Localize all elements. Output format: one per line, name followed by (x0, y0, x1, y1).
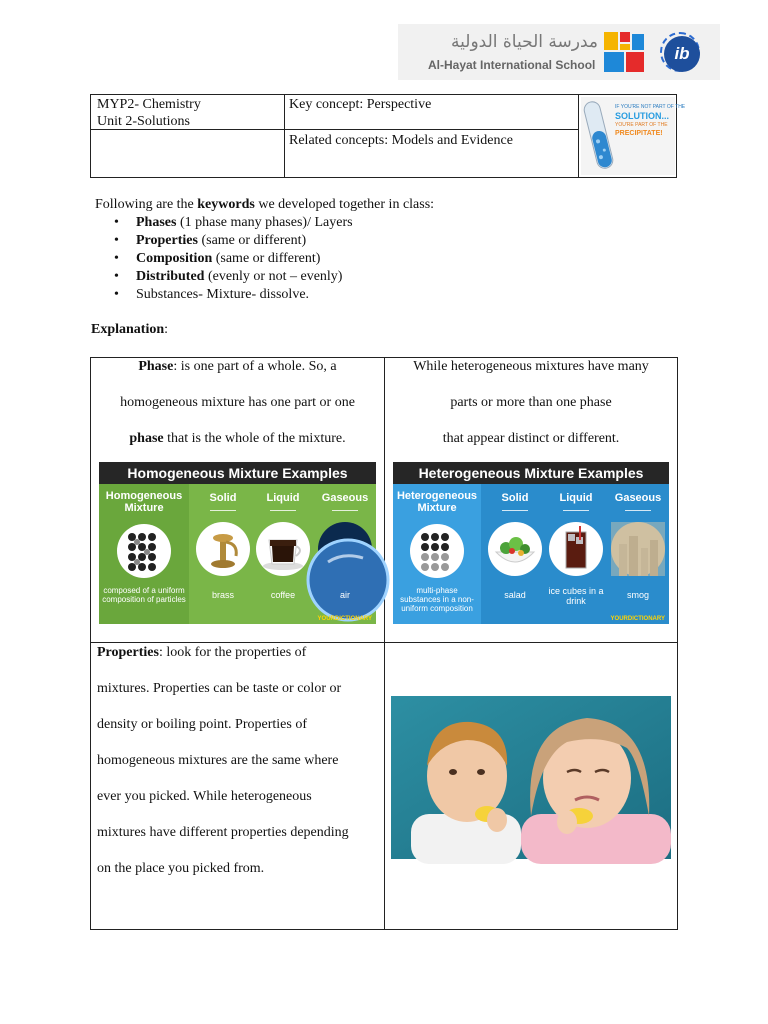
keyword-item: • Distributed (evenly or not – evenly) (114, 269, 343, 284)
air-image (318, 522, 372, 576)
homogeneous-col-gaseous: Gaseous (321, 492, 369, 504)
heterogeneous-side-caption: multi-phase substances in a non-uniform composition (400, 586, 474, 613)
uniform-particles-icon (117, 524, 171, 578)
unit-title: Unit 2-Solutions (97, 114, 190, 129)
school-logo (398, 24, 720, 80)
phase-description: Phase: is one part of a whole. So, a homogeneous mixture has one part or one phase that is the whole of the mixture. (120, 359, 355, 446)
school-blocks-icon (602, 30, 646, 74)
heterogeneous-col-gaseous: Gaseous (614, 492, 662, 504)
heterogeneous-col-liquid: Liquid (559, 492, 593, 504)
homogeneous-side-caption: composed of a uniform composition of particles (102, 586, 186, 604)
solution-poster-image (581, 97, 686, 175)
keyword-item: • Composition (same or different) (114, 251, 321, 266)
homogeneous-brand: YOURDICTIONARY (317, 616, 372, 622)
course-title: MYP2- Chemistry (97, 97, 201, 112)
homogeneous-examples-image (99, 462, 376, 624)
keyword-item: • Substances- Mixture- dissolve. (114, 287, 310, 302)
keyword-item: • Phases (1 phase many phases)/ Layers (114, 215, 353, 230)
course-info-table (90, 94, 686, 178)
heterogeneous-col-solid: Solid (501, 492, 529, 504)
keywords-list (114, 214, 353, 304)
properties-description: Properties: look for the properties of mixtures. Properties can be taste or color or density or boiling point. Properties of homogeneous mixtures are the same where ever you picked. While heterogeneous mixtures have different properties depending on the place you picked from. (97, 645, 349, 876)
homogeneous-side-head: Homogeneous Mixture (105, 490, 183, 514)
school-name-english: Al-Hayat International School (428, 58, 596, 72)
nonuniform-particles-icon (410, 524, 464, 578)
ice-drink-image (549, 522, 603, 576)
keywords-intro: Following are the keywords we developed together in class: (95, 197, 435, 212)
poster-line4: PRECIPITATE! (615, 130, 663, 137)
keyword-item: • Properties (same or different) (114, 233, 307, 248)
smog-image (611, 522, 665, 576)
homogeneous-caption-coffee: coffee (270, 590, 296, 600)
poster-line3: YOU'RE PART OF THE (615, 122, 668, 128)
heterogeneous-brand: YOURDICTIONARY (610, 616, 665, 622)
poster-line2: SOLUTION... (615, 111, 669, 121)
homogeneous-col-solid: Solid (209, 492, 237, 504)
homogeneous-caption-air: air (339, 590, 350, 600)
homogeneous-panel-title: Homogeneous Mixture Examples (99, 462, 376, 484)
explanation-heading: Explanation: (91, 322, 169, 337)
heterogeneous-caption-ice: ice cubes in a drink (548, 586, 604, 606)
key-concept: Key concept: Perspective (289, 97, 432, 112)
heterogeneous-caption-salad: salad (504, 590, 526, 600)
homogeneous-col-liquid: Liquid (266, 492, 300, 504)
heterogeneous-caption-smog: smog (626, 590, 649, 600)
explanation-table (90, 357, 678, 930)
homogeneous-caption-brass: brass (211, 590, 234, 600)
heterogeneous-panel-title: Heterogeneous Mixture Examples (393, 462, 669, 484)
brass-image (196, 522, 250, 576)
keywords-bold: keywords (197, 197, 255, 212)
related-concepts: Related concepts: Models and Evidence (289, 133, 513, 148)
school-name-arabic: مدرسة الحياة الدولية (451, 32, 598, 52)
heterogeneous-examples-image (393, 462, 669, 624)
heterogeneous-description: While heterogeneous mixtures have many parts or more than one phase that appear distinct or different. (413, 359, 649, 446)
ib-logo: ib (664, 36, 700, 72)
kids-lemon-photo (391, 696, 671, 859)
heterogeneous-side-head: Heterogeneous Mixture (396, 490, 478, 514)
coffee-image (256, 522, 310, 576)
salad-image (488, 522, 542, 576)
poster-line1: IF YOU'RE NOT PART OF THE (615, 104, 686, 110)
